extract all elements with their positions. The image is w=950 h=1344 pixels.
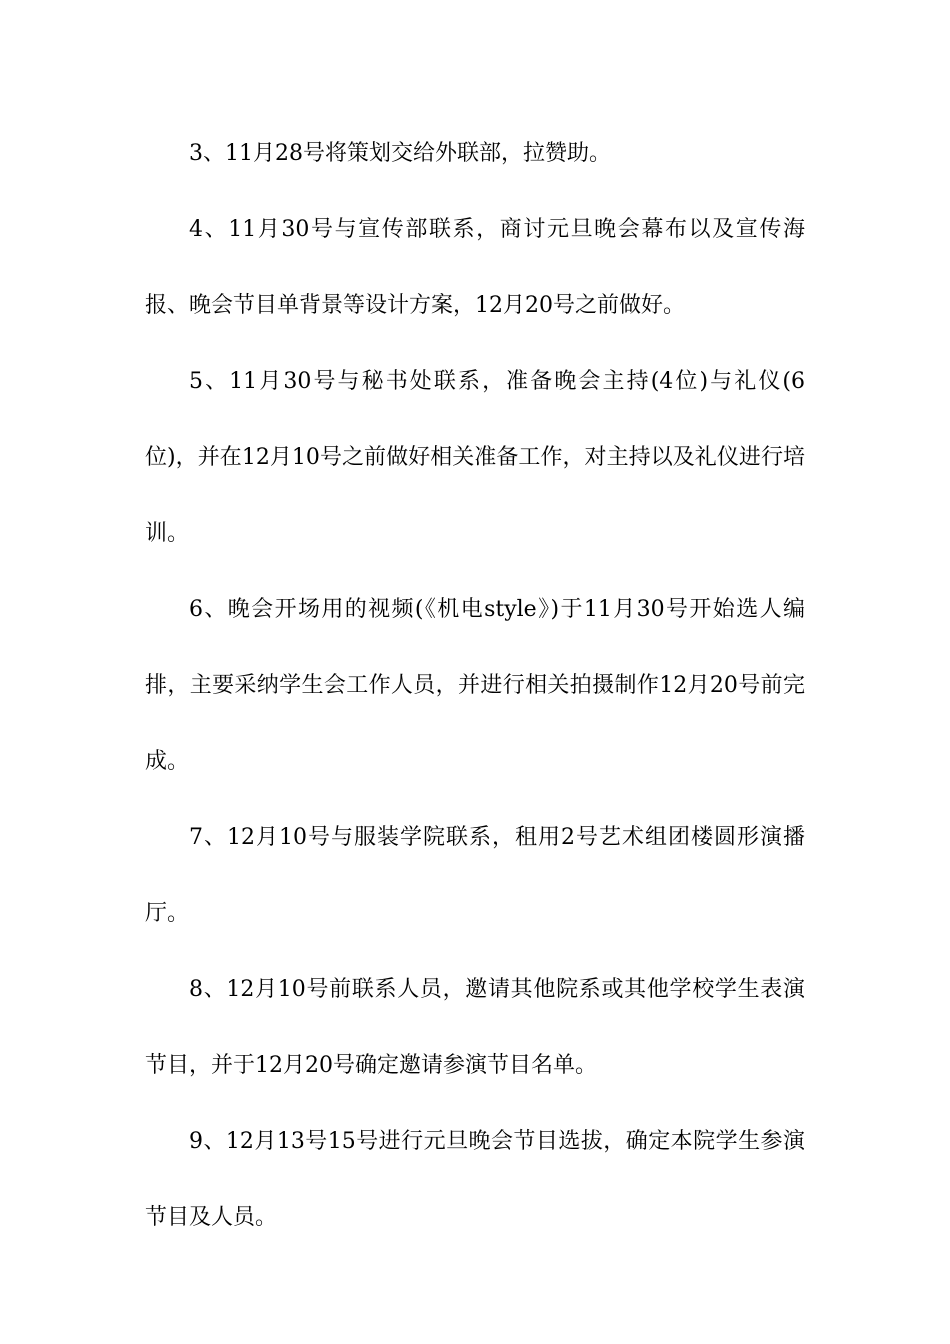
paragraph-item-3: 3、11月28号将策划交给外联部，拉赞助。 [189, 141, 611, 166]
document-body [145, 116, 805, 1256]
paragraph-item-8: 8、12月10号前联系人员，邀请其他院系或其他学校学生表演节目，并于12月20号确定邀请参演节目名单。 [145, 977, 805, 1078]
paragraph-item-7: 7、12月10号与服装学院联系，租用2号艺术组团楼圆形演播厅。 [145, 825, 805, 926]
paragraph-item-4: 4、11月30号与宣传部联系，商讨元旦晚会幕布以及宣传海报、晚会节目单背景等设计方案，12月20号之前做好。 [145, 217, 805, 318]
paragraph-item-6: 6、晚会开场用的视频(《机电style》)于11月30号开始选人编排，主要采纳学生会工作人员，并进行相关拍摄制作12月20号前完成。 [145, 597, 805, 774]
paragraph-item-5: 5、11月30号与秘书处联系，准备晚会主持(4位)与礼仪(6位)，并在12月10号之前做好相关准备工作，对主持以及礼仪进行培训。 [145, 369, 805, 546]
paragraph-item-9: 9、12月13号15号进行元旦晚会节目选拔，确定本院学生参演节目及人员。 [145, 1129, 805, 1230]
